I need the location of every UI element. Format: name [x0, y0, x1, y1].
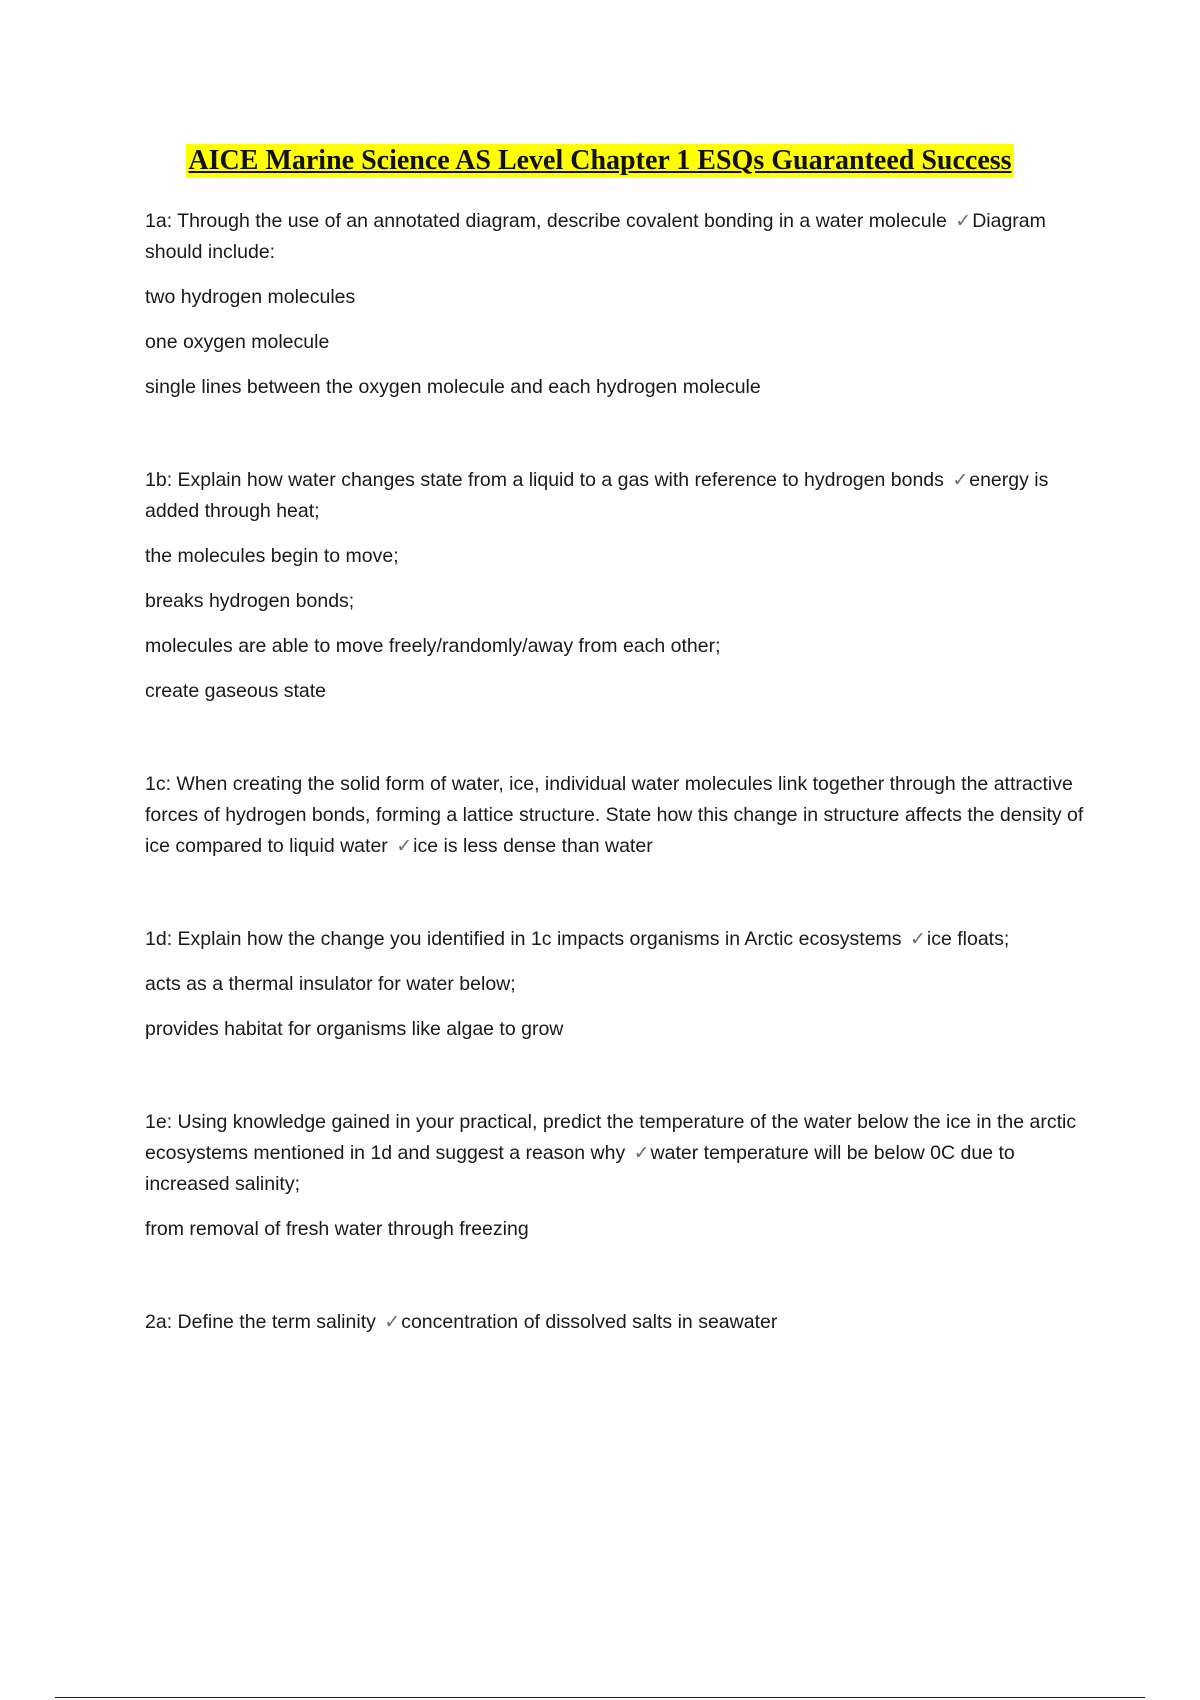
answer-line: provides habitat for organisms like algae to grow	[145, 1018, 564, 1040]
question-prompt: 2a: Define the term salinity	[145, 1311, 382, 1333]
question-block-1e	[145, 1107, 1095, 1245]
answer-line: breaks hydrogen bonds;	[145, 590, 355, 612]
answer-line: acts as a thermal insulator for water below;	[145, 973, 516, 995]
title-container	[0, 144, 1200, 178]
answer-line: from removal of fresh water through freezing	[145, 1218, 529, 1240]
answer-line: single lines between the oxygen molecule and each hydrogen molecule	[145, 376, 761, 398]
question-block-1d	[145, 924, 1095, 1045]
question-line	[145, 465, 1095, 527]
document-title: AICE Marine Science AS Level Chapter 1 ESQs Guaranteed Success	[188, 145, 1012, 176]
check-mark-icon: ✓	[633, 1142, 650, 1164]
answer-line: molecules are able to move freely/randomly/away from each other;	[145, 635, 721, 657]
answer-line: create gaseous state	[145, 680, 327, 702]
check-mark-icon: ✓	[384, 1311, 401, 1333]
answer-text: ice is less dense than water	[413, 835, 653, 857]
question-prompt: 1c: When creating the solid form of water, ice, individual water molecules link together through the attractive forces of hydrogen bonds, forming a lattice structure. State how this change in structure affects the density of ice compared to liquid water	[145, 773, 1084, 857]
question-prompt: 1e: Using knowledge gained in your practical, predict the temperature of the water below the ice in the arctic ecosystems mentioned in 1d and suggest a reason why	[145, 1111, 1077, 1164]
check-mark-icon: ✓	[909, 928, 926, 950]
answer-text: Diagram should include:	[145, 210, 1046, 263]
spacer	[145, 417, 1095, 465]
footer-divider	[55, 1697, 1145, 1698]
question-prompt: 1d: Explain how the change you identified in 1c impacts organisms in Arctic ecosystems	[145, 928, 907, 950]
spacer	[145, 1259, 1095, 1307]
question-prompt: 1b: Explain how water changes state from a liquid to a gas with reference to hydrogen bonds	[145, 469, 950, 491]
spacer	[145, 876, 1095, 924]
answer-line: one oxygen molecule	[145, 331, 330, 353]
answer-line: the molecules begin to move;	[145, 545, 399, 567]
question-line	[145, 924, 1095, 955]
question-prompt: 1a: Through the use of an annotated diagram, describe covalent bonding in a water molecule	[145, 210, 953, 232]
question-line	[145, 1107, 1095, 1200]
question-block-1c	[145, 769, 1095, 862]
question-line	[145, 1307, 1095, 1338]
answer-text: ice floats;	[926, 928, 1010, 950]
answer-text: concentration of dissolved salts in seawater	[401, 1311, 778, 1333]
question-line	[145, 769, 1095, 862]
spacer	[145, 721, 1095, 769]
question-block-2a	[145, 1307, 1095, 1338]
question-block-1b	[145, 465, 1095, 707]
answer-text: energy is added through heat;	[145, 469, 1049, 522]
question-line	[145, 206, 1095, 268]
answer-text: water temperature will be below 0C due to increased salinity;	[145, 1142, 1015, 1195]
spacer	[145, 1059, 1095, 1107]
answer-line: two hydrogen molecules	[145, 286, 356, 308]
question-block-1a	[145, 206, 1095, 403]
check-mark-icon: ✓	[955, 210, 972, 232]
check-mark-icon: ✓	[396, 835, 413, 857]
document-body	[145, 206, 1095, 1352]
check-mark-icon: ✓	[952, 469, 969, 491]
